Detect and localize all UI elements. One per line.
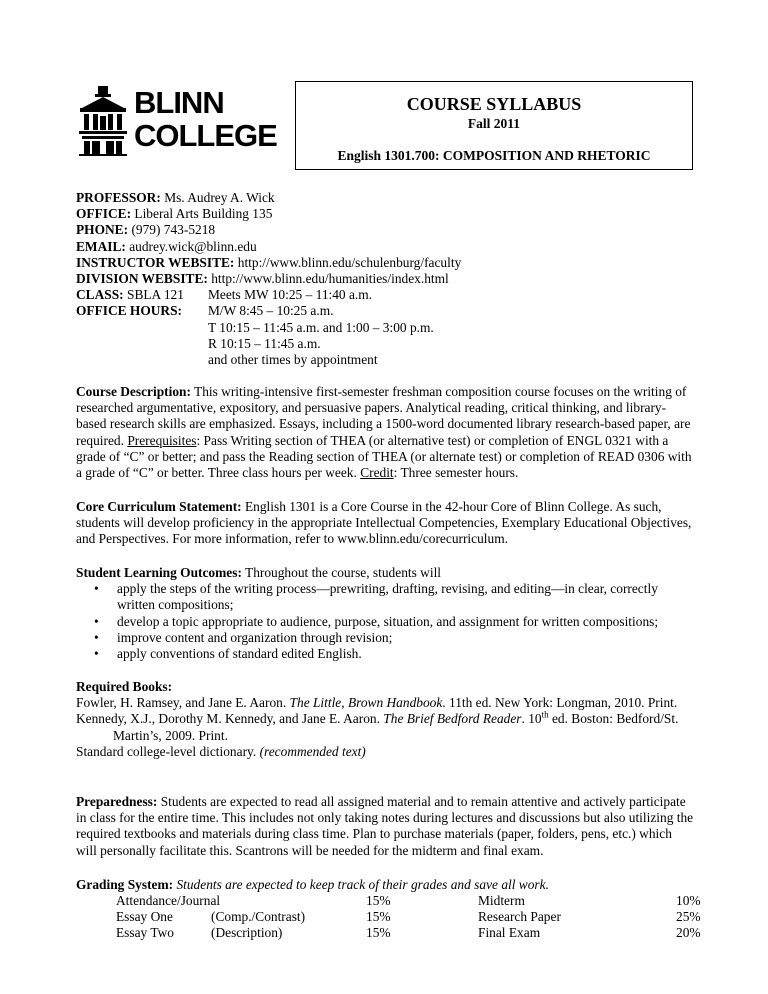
table-row [116, 909, 716, 925]
instructor-website-label: INSTRUCTOR WEBSITE: [76, 254, 235, 270]
description-label: Course Description: [76, 384, 191, 399]
grade-item-percent: 15% [366, 893, 391, 908]
grade-item-percent: 15% [366, 925, 391, 941]
dictionary-entry: Standard college-level dictionary. [76, 743, 260, 759]
grade-item-percent: 20% [676, 925, 701, 941]
logo-wordmark [134, 86, 277, 152]
class-label: CLASS: [76, 287, 124, 303]
outcomes-label: Student Learning Outcomes: [76, 565, 242, 580]
preparedness-text: Students are expected to read all assigned material and to remain attentive and actively participate in class for the entire time. This includes not only taking notes during lectures and discussions but also utilizing the required textbooks and materials during class time. Plan to purchase materials (paper, folders, pens, etc.) which will personally facilitate this. Scantrons will be needed for the midterm and final exam. [76, 794, 694, 858]
recommended-note: (recommended text) [259, 743, 366, 759]
document-title: COURSE SYLLABUS [406, 94, 582, 114]
book-title: The Little, Brown Handbook [289, 695, 443, 711]
office-hours-line: R 10:15 – 11:45 a.m. [208, 335, 321, 351]
table-row [116, 893, 716, 909]
grade-item-type: (Description) [211, 925, 283, 941]
core-label: Core Curriculum Statement: [76, 499, 242, 514]
grade-item-name: Research Paper [478, 909, 561, 925]
description-text: This writing-intensive first-semester freshman composition course focuses on the writing of researched argumentative, expository, and persuasive papers. Analytical reading, critical thinking, and library-based research skills are emphasized. Essays, including a 1500-word documented library research-based paper, are required. [76, 384, 691, 448]
preparedness-label: Preparedness: [76, 794, 158, 809]
book-entry [76, 744, 696, 760]
office-label: OFFICE: [76, 206, 132, 222]
grading-label: Grading System: [76, 877, 174, 892]
office-hours-line: T 10:15 – 11:45 a.m. and 1:00 – 3:00 p.m. [208, 319, 434, 335]
preparedness [76, 794, 696, 859]
grade-item-name: Final Exam [478, 925, 541, 941]
core-curriculum [76, 499, 696, 548]
phone-label: PHONE: [76, 222, 129, 238]
division-website-label: DIVISION WEBSITE: [76, 271, 208, 287]
book-authors: Fowler, H. Ramsey, and Jane E. Aaron. [76, 695, 290, 711]
book-title: The Brief Bedford Reader [383, 711, 522, 727]
edition-superscript: th [541, 709, 549, 720]
grade-item-percent: 15% [366, 909, 391, 925]
logo-line-2: COLLEGE [134, 118, 277, 153]
list-item: • improve content and organization through revision; [76, 630, 696, 646]
term: Fall 2011 [467, 116, 521, 131]
grade-item-name: Essay One [116, 909, 173, 925]
title-box [295, 81, 693, 170]
core-text: English 1301 is a Core Course in the 42-hour Core of Blinn College. As such, students will develop proficiency in the appropriate Intellectual Competencies, Exemplary Educational Objectives, and Perspectives. For more information, refer to www.blinn.edu/corecurriculum. [76, 499, 692, 547]
book-publication: ed. Boston: Bedford/St. Martin’s, 2009. Print. [113, 711, 679, 743]
grading-table [116, 893, 716, 942]
grade-item-percent: 25% [676, 909, 701, 925]
book-authors: Kennedy, X.J., Dorothy M. Kennedy, and Jane E. Aaron. [76, 711, 384, 727]
prerequisites-label: Prerequisites [127, 432, 197, 448]
phone-value: (979) 743-5218 [131, 222, 216, 238]
list-item: • apply conventions of standard edited English. [76, 646, 696, 662]
credit-label: Credit [360, 465, 394, 481]
grading-system [76, 877, 696, 893]
office-hours-label: OFFICE HOURS: [76, 303, 183, 319]
grade-item-percent: 10% [676, 893, 701, 908]
grade-item-name: Essay Two [116, 925, 174, 941]
college-logo [78, 85, 277, 162]
grade-item-type: (Comp./Contrast) [211, 909, 306, 925]
credit-text: : Three semester hours. [393, 465, 519, 481]
office-hours-line: and other times by appointment [208, 352, 378, 367]
email-label: EMAIL: [76, 238, 126, 254]
professor-name: Ms. Audrey A. Wick [164, 190, 275, 205]
grade-item-name: Attendance/Journal [116, 893, 221, 908]
grade-item-name: Midterm [478, 893, 525, 908]
class-time: Meets MW 10:25 – 11:40 a.m. [208, 287, 373, 303]
building-icon [78, 86, 128, 156]
book-entry [76, 711, 696, 743]
book-publication: . 11th ed. New York: Longman, 2010. Print. [442, 695, 678, 711]
division-website-link[interactable]: http://www.blinn.edu/humanities/index.html [211, 271, 449, 287]
outcomes-intro: Throughout the course, students will [241, 565, 442, 580]
books-label: Required Books: [76, 679, 173, 694]
office-value: Liberal Arts Building 135 [134, 206, 273, 222]
required-books [76, 679, 696, 760]
grading-note: Students are expected to keep track of their grades and save all work. [173, 877, 549, 892]
professor-label: PROFESSOR: [76, 190, 161, 205]
class-room: SBLA 121 [127, 287, 184, 303]
book-entry [76, 695, 696, 711]
logo-line-1: BLINN [134, 85, 224, 120]
prerequisites-text: : Pass Writing section of THEA (or alternative test) or completion of ENGL 0321 with a grade of “C” or better; and pass the Reading section of THEA (or alternate test) or completion of READ 0306 with a grade of “C” or better. Three class hours per week. [76, 432, 692, 481]
book-edition: . 10 [521, 711, 542, 727]
course-name: English 1301.700: COMPOSITION AND RHETORIC [337, 148, 651, 163]
table-row [116, 925, 716, 941]
list-item: • apply the steps of the writing process—prewriting, drafting, revising, and editing—in clear, correctly written compositions; [76, 581, 696, 613]
contact-info [76, 190, 696, 368]
course-description [76, 384, 696, 481]
instructor-website-link[interactable]: http://www.blinn.edu/schulenburg/faculty [237, 254, 462, 270]
email-link[interactable]: audrey.wick@blinn.edu [129, 238, 257, 254]
list-item: • develop a topic appropriate to audience, purpose, situation, and assignment for written compositions; [76, 614, 696, 630]
office-hours-line: M/W 8:45 – 10:25 a.m. [208, 303, 334, 319]
learning-outcomes [76, 565, 696, 662]
